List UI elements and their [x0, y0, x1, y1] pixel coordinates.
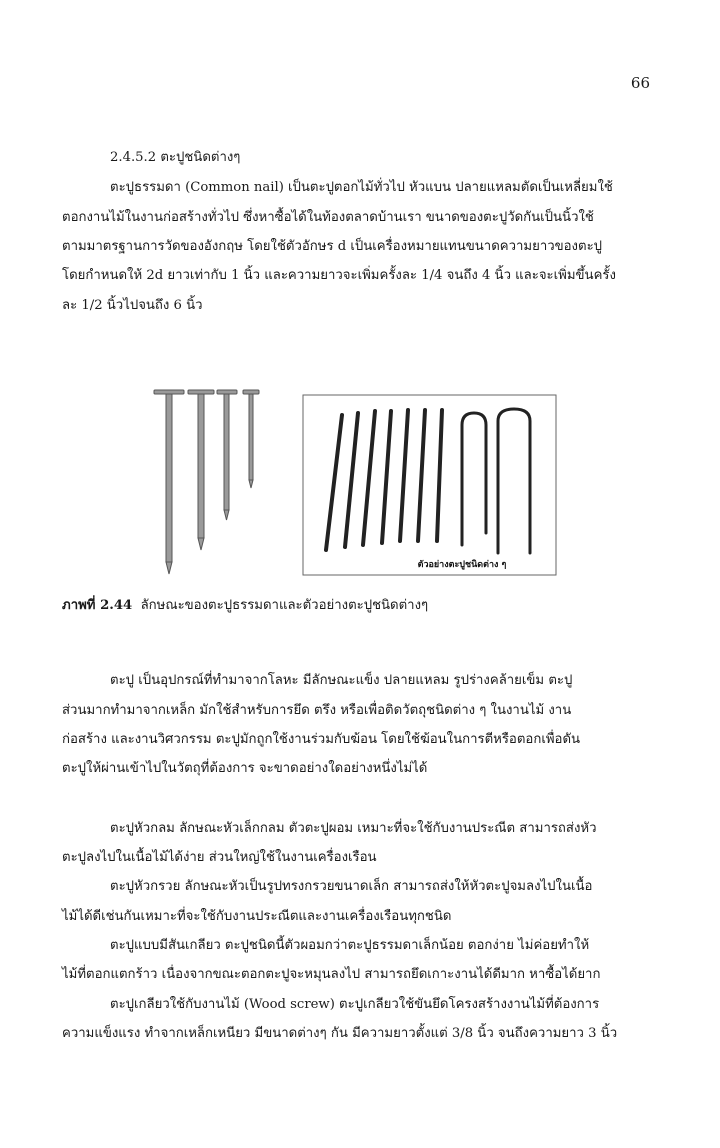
text-line: ละ 1/2 นิ้วไปจนถึง 6 นิ้ว [62, 298, 203, 313]
text-line: ตะปูธรรมดา (Common nail) เป็นตะปูตอกไม้ทั่วไป หัวแบน ปลายแหลมตัดเป็นเหลี่ยมใช้ [110, 180, 613, 195]
text-line: ตะปูหัวกลม ลักษณะหัวเล็กกลม ตัวตะปูผอม เหมาะที่จะใช้กับงานประณีต สามารถส่งหัว [110, 821, 597, 836]
text-line: ตะปูลงไปในเนื้อไม้ได้ง่าย ส่วนใหญ่ใช้ในงานเครื่องเรือน [62, 850, 377, 865]
section-heading: 2.4.5.2 ตะปูชนิดต่างๆ [110, 150, 241, 165]
text-line: ตะปูเกลียวใช้กับงานไม้ (Wood screw) ตะปูเกลียวใช้ขันยึดโครงสร้างงานไม้ที่ต้องการ [110, 997, 600, 1012]
text-line: ตะปูให้ผ่านเข้าไปในวัตถุที่ต้องการ จะขาดอย่างใดอย่างหนึ่งไม่ได้ [62, 761, 428, 776]
text-line: ตะปู เป็นอุปกรณ์ที่ทำมาจากโลหะ มีลักษณะแข็ง ปลายแหลม รูปร่างคล้ายเข็ม ตะปู [110, 673, 573, 688]
text-line: ตะปูหัวกรวย ลักษณะหัวเป็นรูปทรงกรวยขนาดเล็ก สามารถส่งให้หัวตะปูจมลงไปในเนื้อ [110, 879, 593, 894]
text-line: ตะปูแบบมีสันเกลียว ตะปูชนิดนี้ตัวผอมกว่าตะปูธรรมดาเล็กน้อย ตอกง่าย ไม่ค่อยทำให้ [110, 938, 590, 953]
text-line: ตามมาตรฐานการวัดของอังกฤษ โดยใช้ตัวอักษร d เป็นเครื่องหมายแทนขนาดความยาวของตะปู [62, 239, 603, 254]
page-number: 66 [630, 74, 650, 92]
figure-caption [62, 594, 428, 615]
nails-illustration [150, 385, 558, 583]
text-line: ก่อสร้าง และงานวิศวกรรม ตะปูมักถูกใช้งานร่วมกับฆ้อน โดยใช้ฆ้อนในการตีหรือตอกเพื่อดัน [62, 732, 581, 747]
caption-label: ภาพที่ 2.44 [62, 598, 133, 613]
text-line: โดยกำหนดให้ 2d ยาวเท่ากับ 1 นิ้ว และความยาวจะเพิ่มครั้งละ 1/4 จนถึง 4 นิ้ว และจะเพิ่มขึ้นครั้ง [62, 268, 616, 283]
common-nails-group [154, 390, 259, 574]
text-line: ส่วนมากทำมาจากเหล็ก มักใช้สำหรับการยึด ตรึง หรือเพื่อติดวัตถุชนิดต่าง ๆ ในงานไม้ งาน [62, 703, 572, 718]
nails-figure [150, 385, 558, 583]
caption-text: ลักษณะของตะปูธรรมดาและตัวอย่างตะปูชนิดต่างๆ [140, 598, 429, 613]
text-line: ไม้ที่ตอกแตกร้าว เนื่องจากขณะตอกตะปูจะหมุนลงไป สามารถยึดเกาะงานได้ดีมาก หาซื้อได้ยาก [62, 967, 601, 982]
text-line: ตอกงานไม้ในงานก่อสร้างทั่วไป ซึ่งหาซื้อได้ในท้องตลาดบ้านเรา ขนาดของตะปูวัดกันเป็นนิ้วใช้ [62, 210, 594, 225]
text-line: ความแข็งแรง ทำจากเหล็กเหนียว มีขนาดต่างๆ กัน มีความยาวตั้งแต่ 3/8 นิ้ว จนถึงความยาว 3 นิ้ว [62, 1026, 618, 1041]
inset-label: ตัวอย่างตะปูชนิดต่าง ๆ [417, 560, 507, 570]
text-line: ไม้ได้ดีเช่นกันเหมาะที่จะใช้กับงานประณีตและงานเครื่องเรือนทุกชนิด [62, 909, 452, 924]
